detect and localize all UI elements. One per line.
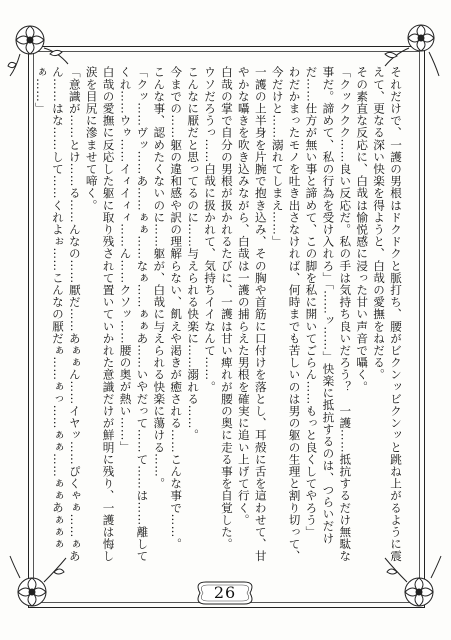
paragraph: 「クッククク……良い反応だ。私の手は気持ち良いだろう？ 一護……抵抗するだけ無駄な事だ。諦めて、私の行為を受け入れろ」「……ッ……」快楽に抵抗するのは、つらいだけだ……仕方が無い事と諦めて、この脚を私に開いてごらん……もっと良くしてやろう」 [304, 66, 353, 563]
paragraph: その素直な反応に、白哉は愉悦感に浸った甘い声音で囁く。 [355, 66, 370, 393]
paragraph: 「クッ……ヴッ……あ……ぁぁ……なぁ……ぁぁあ……いやだって……て……は……離してくれ……ウゥ……イィイィィ……ん……クソッ……腰の奥が熱い……」 [118, 66, 150, 562]
paragraph: それだけで、一護の男根はドクドクと脈打ち、腰がビクンッビクンッと跳ね上がるように震えて、更なる深い快楽を得ようと、白哉の愛撫をねだる。 [372, 66, 403, 563]
page-number-frame [190, 578, 260, 608]
paragraph: 一護の上半身を片腕で抱き込み、その胸や首筋に口付けを落とし、耳殻に舌を這わせて、甘やかな囁きを吹き込みながら、白哉は一護の捕らえた男根を確実に追い上げて行く。 [236, 66, 268, 563]
paragraph: 白哉の愛撫に反応した躯に取り残されて置いていかれた意識だけが鮮明に残り、一護は悔し涙を目尻に滲ませて啼く。 [84, 66, 116, 563]
paragraph: 今までの……躯の違和感や訳の理解らない、飢えや渇きが癒される……こんな事で……。 [169, 66, 184, 550]
page-number: 26 [213, 583, 237, 602]
paragraph: わだかまったモノを吐き出さなければ、何時までも苦しいのは男の躯の生理と割り切って、今だけと……溺れてしまえ……」 [270, 66, 302, 563]
paragraph: ウソだろうっ……白哉に扱かれて、気持ちイイなんて……。 [203, 66, 218, 393]
paragraph: こんな事、認めたくないのに……躯が、白哉に与えられる快楽に蕩ける……。 [152, 66, 167, 490]
paragraph: 「意識が……とけ……る……んなの……厭だ……あぁぁん……イヤッ……ぴくゃぁ……ぁあん……はな……して……くれよぉ……こんなの厭だぁ……ぁっ……ぁぁ……ぁぁあぁぁぁぁ……」 [33, 66, 82, 562]
vertical-text-body [33, 66, 404, 566]
paragraph: 白哉の掌で自分の男根が扱かれるたびに、一護は甘い痺れが腰の奥に走る事を自覚した。 [219, 66, 234, 550]
paragraph: こんなに厭だと思ってるのに……与えられる快楽に……溺れる……。 [186, 66, 201, 442]
